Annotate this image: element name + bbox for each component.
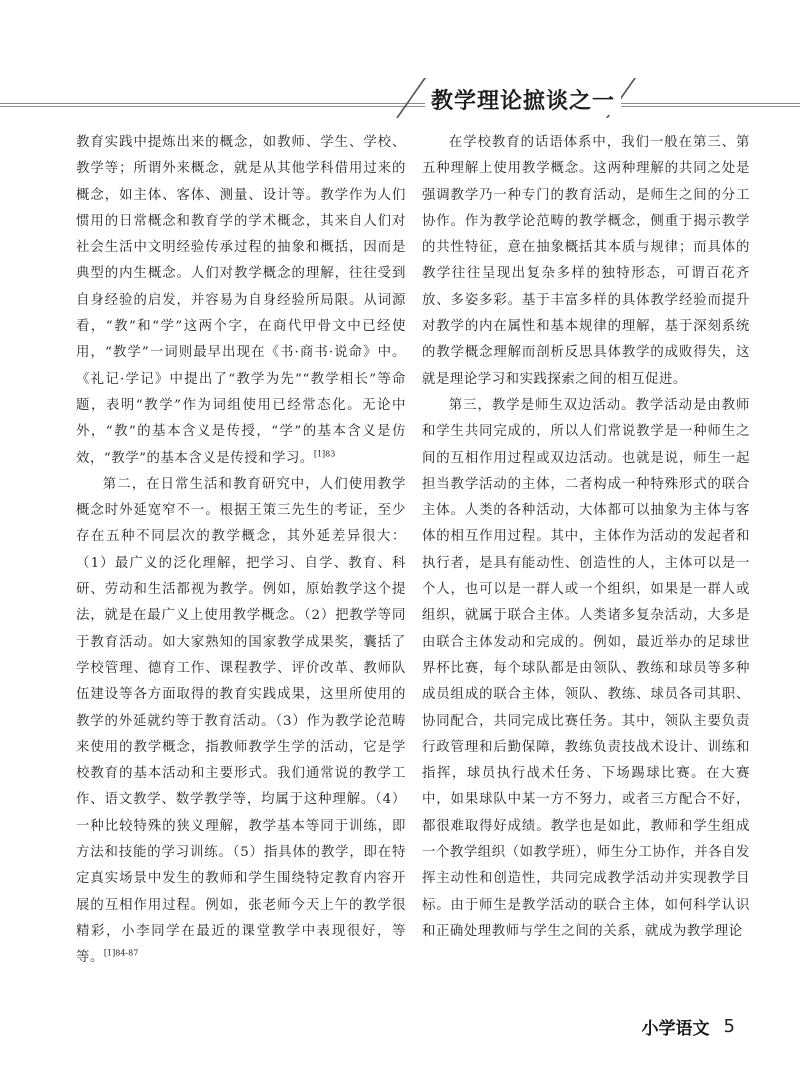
right-column [422,130,750,945]
left-column [76,130,406,972]
series-title: 教学理论摭谈之一 [425,84,621,115]
page-footer [642,1014,735,1039]
paragraph: 在学校教育的话语体系中，我们一般在第三、第五种理解上使用教学概念。这两种理解的共同之处是强调教学乃一种专门的教育活动，是师生之间的分工协作。作为教学论范畴的教学概念，侧重于揭示教学的共性特征，意在抽象概括其本质与规律；而具体的教学往往呈现出复杂多样的独特形态，可谓百花齐放、多姿多彩。基于丰富多样的具体教学经验而提升对教学的内在属性和基本规律的理解，基于深刻系统的教学概念理解而剖析反思具体教学的成败得失，这就是理论学习和实践探索之间的相互促进。 [422,135,750,387]
paragraph: 第二，在日常生活和教育研究中，人们使用教学概念时外延宽窄不一。根据王策三先生的考证，至少存在五种不同层次的教学概念，其外延差异很大：（1）最广义的泛化理解，把学习、自学、教育、科研、劳动和生活都视为教学。例如，原始教学这个提法，就是在最广义上使用教学概念。（2）把教学等同于教育活动。如大家熟知的国家教学成果奖，囊括了学校管理、德育工作、课程教学、评价改革、教师队伍建设等各方面取得的教育实践成果，这里所使用的教学的外延就约等于教育活动。（3）作为教学论范畴来使用的教学概念，指教师教学生学的活动，它是学校教育的基本活动和主要形式。我们通常说的教学工作、语文教学、数学教学等，均属于这种理解。（4）一种比较特殊的狭义理解，教学基本等同于训练，即方法和技能的学习训练。（5）指具体的教学，即在特定真实场景中发生的教师和学生围绕特定教育内容开展的互相作用过程。例如，张老师今天上午的教学很精彩，小李同学在最近的课堂教学中表现很好，等等。$^{[1]84-87}$ [76,476,406,966]
citation-reference: [1]84-87 [103,948,139,958]
header-rule [0,103,800,107]
page-number: 5 [723,1016,735,1037]
citation-reference: [1]83 [313,449,336,459]
paragraph: 第三，教学是师生双边活动。教学活动是由教师和学生共同完成的，所以人们常说教学是一种师生之间的互相作用过程或双边活动。也就是说，师生一起担当教学活动的主体，二者构成一种特殊形式的联合主体。人类的各种活动，大体都可以抽象为主体与客体的相互作用过程。其中，主体作为活动的发起者和执行者，是具有能动性、创造性的人，主体可以是一个人，也可以是一群人或一个组织，如果是一群人或组织，就属于联合主体。人类诸多复杂活动，大多是由联合主体发动和完成的。例如，最近举办的足球世界杯比赛，每个球队都是由领队、教练和球员等多种成员组成的联合主体，领队、教练、球员各司其职、协同配合，共同完成比赛任务。其中，领队主要负责行政管理和后勤保障，教练负责技战术设计、训练和指挥，球员执行战术任务、下场踢球比赛。在大赛中，如果球队中某一方不努力，或者三方配合不好，都很难取得好成绩。教学也是如此，教师和学生组成一个教学组织（如教学班），师生分工协作，并各自发挥主动性和创造性，共同完成教学活动并实现教学目标。由于师生是教学活动的联合主体，如何科学认识和正确处理教师与学生之间的关系，就成为教学理论 [422,397,750,939]
journal-name: 小学语文 [641,1019,710,1039]
paragraph: 教育实践中提炼出来的概念，如教师、学生、学校、教学等；所谓外来概念，就是从其他学科借用过来的概念，如主体、客体、测量、设计等。教学作为人们惯用的日常概念和教育学的学术概念，其来自人们对社会生活中文明经验传承过程的抽象和概括，因而是典型的内生概念。人们对教学概念的理解，往往受到自身经验的启发，并容易为自身经验所局限。从词源看，“教”和“学”这两个字，在商代甲骨文中已经使用，“教学”一词则最早出现在《书·商书·说命》中。《礼记·学记》中提出了“教学为先”“教学相长”等命题，表明“教学”作为词组使用已经常态化。无论中外，“教”的基本含义是传授，“学”的基本含义是仿效，“教学”的基本含义是传授和学习。$^{[1]83}$ [76,135,406,466]
header-decoration [396,78,426,118]
